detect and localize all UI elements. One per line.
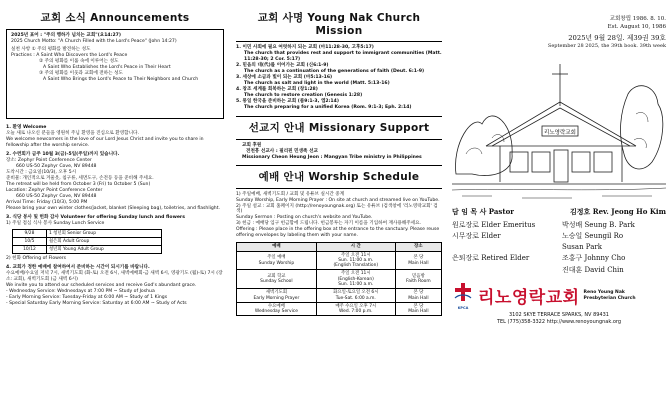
- table-cell: 9/28: [13, 229, 47, 237]
- elder-title: 원로장로 Elder Emeritus: [452, 220, 536, 229]
- founded-ko: 교회창립 1986. 8. 10.: [609, 16, 666, 22]
- table-header: 예배: [237, 243, 317, 251]
- logo-text-en2: Presbyterian Church: [583, 295, 636, 301]
- elder-name: 조홍구 Johnny Cho: [562, 254, 626, 263]
- announcements-column: [0, 0, 230, 407]
- table-cell: 주일 오전 11시 Sun. 11:00 a.m. (English Translation): [316, 251, 395, 270]
- lunch-table: [12, 229, 162, 255]
- elder-row: [452, 231, 666, 242]
- worship-notes: [236, 192, 442, 240]
- table-cell: 10/12: [13, 246, 47, 254]
- table-row: [13, 237, 162, 245]
- logo-text-en1: Reno Young Nak: [583, 289, 625, 295]
- issue-ko: 2025년 9월 28일. 제39권 39호: [568, 34, 666, 43]
- kpca-cross-icon: [452, 282, 474, 310]
- notice-1-ko: 오늘 새로 나오신 분들을 영원히 주님 환영을 진심으로 환영합니다.: [6, 130, 139, 136]
- church-contact: TEL (775)358-3322 http://www.renoyoungnak.org: [496, 318, 622, 325]
- elder-name: Susan Park: [562, 243, 602, 252]
- mission-item-ko: 1. 이민 사회에 필요 여럿하지 되는 교회 (마11:28-30, 고후5:17): [236, 45, 374, 50]
- table-cell: 수요예배 Wednesday Service: [237, 302, 317, 316]
- notice-2-line: 660 US-50 Zephyr Cove, NV 89448: [16, 193, 97, 199]
- missions-item: 전천흥 선교사 : 필리핀 민생족 선교: [246, 148, 318, 154]
- table-cell: 새벽기도회 Early Morning Prayer: [237, 289, 317, 303]
- divider: [236, 165, 442, 166]
- divider: [236, 188, 442, 189]
- announcements-title: 교회 소식 Announcements: [40, 12, 190, 24]
- table-cell: 10/5: [13, 237, 47, 245]
- table-row: [237, 251, 442, 270]
- cover-column: [448, 0, 670, 407]
- notice-4-line: - Wednesday Service: Wednesdays at 7:00 PM ~ Study of Joshua: [6, 289, 155, 295]
- table-header-row: [237, 243, 442, 251]
- table-row: [13, 229, 162, 237]
- elder-name: 진대훈 David Chin: [562, 265, 624, 274]
- elder-row: [452, 253, 666, 264]
- mission-item-ko: 2. 믿음의 대(代)를 이어가는 교회 (신6:1-9): [236, 62, 329, 68]
- worship-note: Sunday Worship, Early Morning Prayer : On site at church and streamed live on YouTube.: [236, 197, 440, 203]
- notice-2-line: Arrival Time: Friday (10/3), 5:00 PM: [6, 199, 88, 205]
- worship-title: 예배 안내 Worship Schedule: [258, 170, 420, 183]
- kpca-label: KPCA: [457, 305, 469, 310]
- notice-4-line: - Special Saturday Early Morning Service: Saturday at 6:00 AM ~ Study of Acts: [6, 301, 187, 307]
- worship-schedule-table: [236, 242, 442, 316]
- elder-name: 박성배 Seung B. Park: [562, 220, 635, 229]
- divider: [236, 116, 442, 117]
- table-cell: 주일 오전 11시 (English-Korean) Sun. 11:00 a.m.: [316, 270, 395, 289]
- mission-item-en: The church as salt and light in the world (Matt. 5:13-16): [244, 80, 390, 86]
- table-header: 장소: [395, 243, 441, 251]
- notice-2-line: Please bring your own winter clothes/jacket, blanket (Sleeping bag), toiletries, and flashlight.: [6, 205, 220, 211]
- practice-3-en: A Saint Who Brings the Lord's Peace to Their Neighbors and Church: [43, 76, 199, 82]
- mission-item-ko: 3. 세상에 소금과 빛이 되는 교회 (마5:13-16): [236, 74, 333, 80]
- notice-2-line: The retreat will be held from October 3 (Fri) to October 5 (Sun): [6, 181, 151, 187]
- table-cell: 1 청년회 Senior Group: [46, 229, 161, 237]
- table-row: [237, 289, 442, 303]
- table-cell: 쉼은회 Adult Group: [46, 237, 161, 245]
- table-cell: 주일 예배 Sunday Worship: [237, 251, 317, 270]
- table-cell: 본 당 Main Hall: [395, 251, 441, 270]
- elder-title: [452, 265, 562, 276]
- practice-2-en: A Saint Who Establishes the Lord's Peace in Their Heart: [43, 64, 171, 70]
- motto-line-ko: 2025년 표어 : "주의 행하가 넘치는 교회"(요14:27): [11, 33, 121, 38]
- mission-item-ko: 5. 통일 한국을 준비하는 교회 (롬9:1-3, 엡2:14): [236, 98, 339, 104]
- founded-en: Est. August 10, 1986: [607, 23, 666, 30]
- worship-note: Sunday Sermon : Posting on church's website and YouTube.: [236, 215, 373, 221]
- notice-1-title: 1. 환영 Welcome: [6, 125, 47, 130]
- church-logo: [452, 282, 666, 310]
- mission-item-en: The church as a continuation of the generations of faith (Deut. 6:1-9): [244, 68, 425, 74]
- elder-title: [452, 242, 562, 253]
- issue-en: September 28 2025, the 39th book. 39th week: [547, 43, 666, 50]
- elder-name: 노승일 Seungil Ro: [562, 232, 624, 241]
- elder-title: 시무장로 Elder: [452, 232, 501, 241]
- motto-line-en: 2025 Church Motto: "A Church Filled with the Lord's Peace" (John 14:27): [11, 38, 177, 44]
- mission-item-en: The church to restore creation (Genesis 1:28): [244, 92, 363, 98]
- pastor-row: [452, 206, 666, 217]
- elder-title: 은퇴장로 Retired Elder: [452, 254, 530, 263]
- pastor-name: 김정호 Rev. Jeong Ho Kim: [570, 206, 666, 216]
- practice-1: 실천 사항 ① 주의 평화를 발견하는 성도: [11, 46, 91, 52]
- church-address: 3102 SKYE TERRACE SPARKS, NV 89431: [509, 311, 609, 318]
- notice-2-line: 도착시간 : 금요일(10/3), 오후 5시: [6, 169, 77, 175]
- missions-list: [236, 143, 442, 161]
- table-row: [13, 246, 162, 254]
- flowers-line: 2) 헌화 Offering of Flowers: [6, 256, 67, 262]
- practice-2: ② 주의 평화를 이룰 속에 이루어는 성도: [39, 58, 119, 64]
- notice-2-title: 2. 수련회가 금주 10월 3(금)-5일(주일)까지 있습니다.: [6, 151, 120, 157]
- worship-note: 1) 주일예배, 새벽기도회 / 교회 및 유튜브 실시간 중계: [236, 191, 345, 197]
- notice-1-en: We welcome newcomers in the love of our Lord Jesus Christ and invite you to share in fellowship after the worship service.: [6, 136, 204, 148]
- notice-2-line: 준비물: 개인적으로 겨울옷, 침구류, 세면도구, 손전등 등을 준비해 주세요.: [6, 175, 154, 181]
- table-cell: 매주 수요일 오후 7시 Wed. 7:00 p.m.: [316, 302, 395, 316]
- table-row: [237, 270, 442, 289]
- notice-4-line: 수요예배/수요일 저녁 7시, 새벽기도회 (화-토) 오전 6시, 새벽예배회-금 새벽 6시, 영광기도 (월)-토) 7시 (장소: 교회), 새벽기도회 (금 새벽 6시): [6, 271, 223, 283]
- table-cell: 본 당 Main Hall: [395, 302, 441, 316]
- divider: [236, 139, 442, 140]
- logo-text-ko: 리노영락교회: [478, 288, 580, 309]
- notice-2-line: Location: Zephyr Point Conference Center: [6, 187, 103, 193]
- divider: [236, 41, 442, 42]
- table-cell: 청년회 Young Adult Group: [46, 246, 161, 254]
- elder-row: [452, 242, 666, 253]
- church-building-illustration: [452, 54, 666, 204]
- practice-1-en: Practices : A Saint Who Discovers the Lord's Peace: [11, 52, 128, 58]
- notice-4-title: 4. 교회가 정한 예배에 참여하여서 준비하는 시간이 되시기를 바랍니다.: [6, 265, 150, 271]
- worship-note: 3) 헌금 : 예배당 입구 헌금함에 드립니다. 헌금봉투는 자기 이름을 기입하여 재사용해주세요.: [236, 221, 422, 227]
- table-cell: 화요일-토요일 오전 6시 Tue-Sat. 6:00 a.m.: [316, 289, 395, 303]
- table-cell: 본 당 Main Hall: [395, 289, 441, 303]
- missions-title: 선교지 안내 Missionary Support: [248, 121, 430, 134]
- pastor-label: 담 임 목 사 Pastor: [452, 206, 514, 216]
- table-header: 시 간: [316, 243, 395, 251]
- notice-4-line: We invite you to attend our scheduled services and receive God's abundant grace.: [6, 283, 197, 289]
- notice-2-line: 장소: Zephyr Point Conference Center: [6, 157, 92, 163]
- notice-3-title: 3. 식당 봉사 및 헌화 감사 Volunteer for offering Sunday lunch and flowers: [6, 214, 185, 220]
- notice-3-sub: 1) 주일 점심 식사 봉사 Sunday Lunch Service: [6, 220, 105, 226]
- table-cell: 교회 학교 Sunday School: [237, 270, 317, 289]
- table-cell: 믿음방 Faith Room: [395, 270, 441, 289]
- missions-item: 교회 후원: [242, 142, 262, 148]
- elder-row: [452, 265, 666, 276]
- mission-item-en: The church preparing for a unified Korea (Rom. 9:1-3; Eph. 2:14): [244, 104, 412, 110]
- motto-box: [6, 29, 224, 119]
- mission-item-en: The church that provides rest and support to immigrant communities (Matt. 11:28-30; 2 Cor. 5:17): [244, 50, 442, 62]
- practice-3: ③ 주의 평화를 이웃과 교회에 전하는 성도: [39, 70, 123, 76]
- elder-row: [452, 220, 666, 231]
- worship-note: Offering : Please place in the offering box at the entrance to the sanctuary. Please reuse offering envelopes by labeling them with your name.: [236, 227, 440, 239]
- mission-list: [236, 45, 442, 111]
- notice-2-line: 660 US-50 Zephyr Cove, NV 89448: [16, 163, 97, 169]
- missions-item: Missionary Cheon Heung Jeon : Mangyan Tribe ministry in Philippines: [242, 154, 422, 160]
- table-row: [237, 302, 442, 316]
- mission-column: [232, 0, 446, 407]
- church-sign-text: 리노영락교회: [544, 129, 576, 136]
- mission-item-ko: 4. 창조 세계를 회복하는 교회 (창1:28): [236, 86, 318, 92]
- mission-title: 교회 사명 Young Nak Church Mission: [257, 12, 421, 37]
- worship-note: 2) 주일 설교 : 교회 홈페이지 (http://renoyoungnak.org) 또는 유튜브 (검색창에 '리노영락교회' 검색): [236, 203, 438, 215]
- notice-4-line: - Early Morning Service: Tuesday-Friday at 6:00 AM ~ Study of 1 Kings: [6, 295, 168, 301]
